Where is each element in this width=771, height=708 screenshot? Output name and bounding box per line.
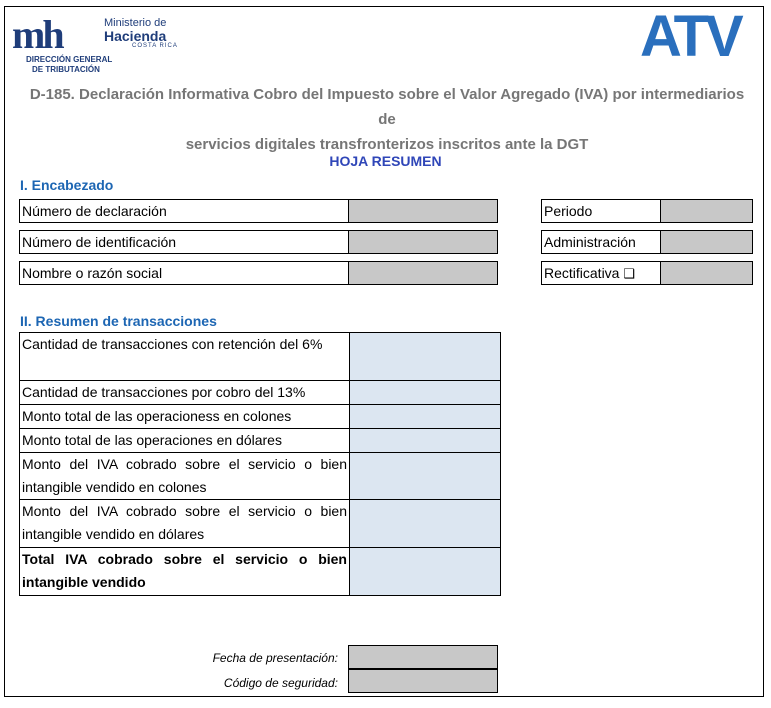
nombre-razon-social-label: Nombre o razón social	[19, 261, 350, 285]
logo-ministerio: Ministerio de	[104, 17, 167, 29]
document-title	[22, 82, 752, 157]
logo-dgt-line2: DE TRIBUTACIÓN	[32, 65, 100, 74]
administracion-field[interactable]	[660, 230, 753, 254]
table-row	[20, 429, 501, 453]
hoja-resumen-heading: HOJA RESUMEN	[329, 153, 442, 169]
table-row	[20, 453, 501, 500]
row-label-text: Monto total de las operaciones en dólares	[22, 432, 282, 448]
monto-dolares-label	[20, 429, 350, 453]
administracion-label: Administración	[541, 230, 662, 254]
row-label-text: Monto del IVA cobrado sobre el servicio o bien	[22, 456, 347, 472]
iva-dolares-label	[20, 500, 350, 548]
transacciones-cobro-value[interactable]	[350, 381, 501, 405]
rectificativa-label-text: Rectificativa	[544, 265, 620, 281]
ministerio-hacienda-logo	[12, 12, 192, 77]
rectificativa-label	[541, 261, 662, 285]
row-label-text: Total IVA cobrado sobre el servicio o bien	[22, 551, 347, 567]
monto-colones-label	[20, 405, 350, 429]
row-label-text: Cantidad de transacciones por cobro del 13%	[22, 384, 306, 400]
total-iva-label	[20, 548, 350, 596]
codigo-seguridad-field[interactable]	[348, 669, 498, 693]
periodo-label: Periodo	[541, 199, 662, 223]
fecha-presentacion-label: Fecha de presentación:	[212, 651, 338, 665]
row-label-text: Monto del IVA cobrado sobre el servicio o bien	[22, 503, 347, 519]
atv-logo: ATV	[640, 4, 740, 69]
document-title-line1: D-185. Declaración Informativa Cobro del Impuesto sobre el Valor Agregado (IVA) por intermediarios de	[29, 86, 745, 128]
logo-letters: mh	[12, 12, 62, 57]
iva-dolares-value[interactable]	[350, 500, 501, 548]
encabezado-section-title: I. Encabezado	[20, 177, 114, 193]
table-row	[20, 333, 501, 381]
logo-dgt-line1: DIRECCIÓN GENERAL	[26, 55, 113, 64]
table-row	[20, 548, 501, 596]
transacciones-retencion-label	[20, 333, 350, 381]
row-label-text-2: intangible vendido	[22, 574, 146, 590]
numero-identificacion-label: Número de identificación	[19, 230, 350, 254]
rectificativa-checkbox-icon[interactable]: ❑	[623, 266, 636, 281]
row-label-text-2: intangible vendido en dólares	[22, 526, 205, 542]
resumen-section-title: II. Resumen de transacciones	[20, 313, 217, 329]
numero-declaracion-label: Número de declaración	[19, 199, 350, 223]
transacciones-retencion-value[interactable]	[350, 333, 501, 381]
logo-costa-rica: COSTA RICA	[132, 43, 178, 49]
row-label-text-2: intangible vendido en colones	[22, 479, 207, 495]
monto-dolares-value[interactable]	[350, 429, 501, 453]
numero-declaracion-field[interactable]	[348, 199, 498, 223]
rectificativa-field[interactable]	[660, 261, 753, 285]
numero-identificacion-field[interactable]	[348, 230, 498, 254]
periodo-field[interactable]	[660, 199, 753, 223]
iva-colones-value[interactable]	[350, 453, 501, 500]
monto-colones-value[interactable]	[350, 405, 501, 429]
row-label-text: Cantidad de transacciones con retención del 6%	[22, 336, 323, 352]
fecha-presentacion-field[interactable]	[348, 645, 498, 669]
nombre-razon-social-field[interactable]	[348, 261, 498, 285]
table-row	[20, 405, 501, 429]
logo-hacienda: Hacienda	[104, 28, 167, 44]
iva-colones-label	[20, 453, 350, 500]
total-iva-value[interactable]	[350, 548, 501, 596]
transacciones-cobro-label	[20, 381, 350, 405]
document-title-line2: servicios digitales transfronterizos inscritos ante la DGT	[185, 136, 589, 153]
transacciones-table	[19, 332, 501, 596]
row-label-text: Monto total de las operacioness en colones	[22, 408, 292, 424]
table-row	[20, 500, 501, 548]
codigo-seguridad-label: Código de seguridad:	[223, 676, 338, 690]
table-row	[20, 381, 501, 405]
